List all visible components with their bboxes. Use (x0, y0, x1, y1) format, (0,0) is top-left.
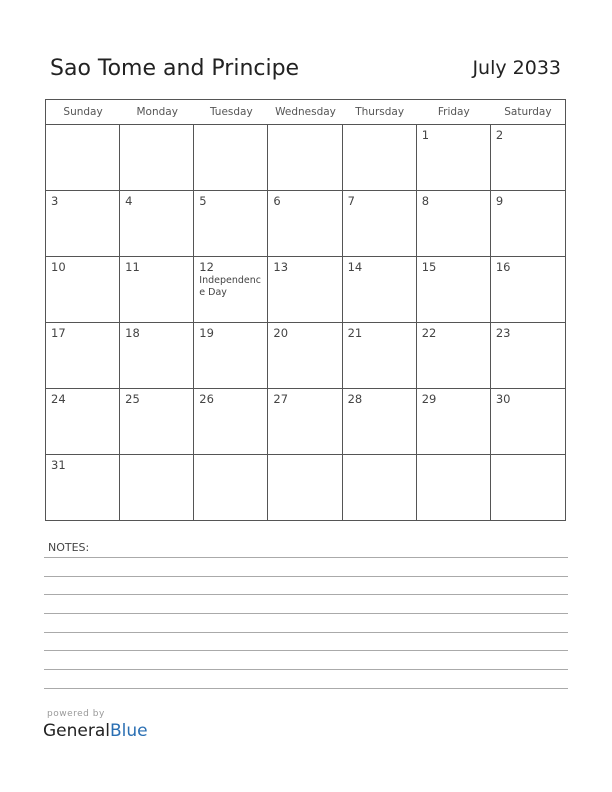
day-number: 8 (421, 194, 430, 208)
day-number: 18 (125, 326, 140, 340)
day-number: 15 (421, 260, 437, 274)
day-number: 9 (495, 194, 504, 208)
day-cell (120, 389, 194, 454)
day-cell (491, 323, 565, 388)
day-cell (268, 455, 342, 520)
weekday-header (46, 100, 565, 125)
week-row (46, 323, 565, 389)
day-cell (343, 257, 417, 322)
note-line (44, 669, 568, 670)
day-cell (120, 191, 194, 256)
day-cell (343, 455, 417, 520)
day-cell (194, 455, 268, 520)
day-cell (46, 323, 120, 388)
day-cell (343, 323, 417, 388)
day-cell (46, 455, 120, 520)
weekday-label: Monday (136, 106, 178, 118)
week-row (46, 389, 565, 455)
day-cell (120, 125, 194, 190)
week-row (46, 455, 565, 520)
day-number: 21 (347, 326, 363, 340)
week-row (46, 125, 565, 191)
day-cell (268, 257, 342, 322)
day-number: 5 (199, 194, 207, 208)
weekday-label: Wednesday (275, 106, 336, 118)
day-number: 20 (273, 326, 289, 340)
powered-by-text: powered by (47, 709, 105, 719)
note-line (44, 576, 568, 577)
brand-general: General (43, 721, 110, 741)
day-cell (46, 191, 120, 256)
day-number: 29 (421, 392, 437, 406)
day-number: 19 (199, 326, 214, 340)
day-number: 7 (347, 194, 355, 208)
month-title: July 2033 (472, 57, 561, 79)
day-number: 3 (51, 194, 59, 208)
day-cell (491, 125, 565, 190)
week-row (46, 191, 565, 257)
day-cell (343, 191, 417, 256)
day-cell (46, 125, 120, 190)
note-line (44, 613, 568, 614)
day-cell (120, 257, 194, 322)
day-number: 10 (51, 260, 66, 274)
day-cell (194, 125, 268, 190)
day-cell (268, 389, 342, 454)
day-cell (194, 191, 268, 256)
day-number: 12 (199, 260, 214, 274)
week-row (46, 257, 565, 323)
day-cell (268, 125, 342, 190)
weekday-label: Tuesday (209, 106, 253, 118)
day-number: 26 (199, 392, 214, 406)
day-cell (417, 323, 491, 388)
weekday-label: Thursday (355, 106, 405, 118)
day-number: 11 (125, 260, 140, 274)
day-number: 25 (125, 392, 140, 406)
brand-blue: Blue (110, 721, 148, 741)
day-number: 30 (495, 392, 511, 406)
note-line (44, 650, 568, 651)
day-cell (46, 389, 120, 454)
day-cell (194, 257, 268, 322)
day-cell (417, 257, 491, 322)
day-cell (417, 191, 491, 256)
day-cell (194, 323, 268, 388)
day-cell (417, 455, 491, 520)
day-number: 2 (495, 128, 504, 142)
day-cell (46, 257, 120, 322)
day-number: 22 (421, 326, 437, 340)
country-title: Sao Tome and Principe (50, 56, 300, 81)
day-cell (120, 455, 194, 520)
day-cell (491, 257, 565, 322)
day-number: 17 (51, 326, 66, 340)
day-cell (417, 125, 491, 190)
day-cell (268, 323, 342, 388)
day-number: 14 (347, 260, 363, 274)
weekday-label: Sunday (63, 106, 103, 118)
note-line (44, 594, 568, 595)
day-cell (343, 125, 417, 190)
weekday-label: Saturday (504, 106, 552, 118)
note-line (44, 688, 568, 689)
weekday-label: Friday (437, 106, 470, 118)
holiday-label: Independence Day (199, 275, 261, 298)
day-cell (491, 191, 565, 256)
day-number: 23 (495, 326, 511, 340)
day-cell (194, 389, 268, 454)
calendar-grid (45, 99, 566, 521)
day-number: 13 (273, 260, 289, 274)
day-cell (268, 191, 342, 256)
day-cell (491, 455, 565, 520)
day-cell (491, 389, 565, 454)
day-number: 28 (347, 392, 363, 406)
day-number: 31 (51, 458, 66, 472)
day-number: 24 (51, 392, 66, 406)
day-number: 1 (421, 128, 430, 142)
day-number: 16 (495, 260, 511, 274)
day-number: 4 (125, 194, 133, 208)
day-cell (120, 323, 194, 388)
note-line (44, 632, 568, 633)
note-line (44, 557, 568, 558)
brand-logo[interactable] (43, 721, 148, 741)
day-number: 27 (273, 392, 289, 406)
day-cell (343, 389, 417, 454)
day-cell (417, 389, 491, 454)
day-number: 6 (273, 194, 281, 208)
notes-label: NOTES: (48, 541, 90, 554)
